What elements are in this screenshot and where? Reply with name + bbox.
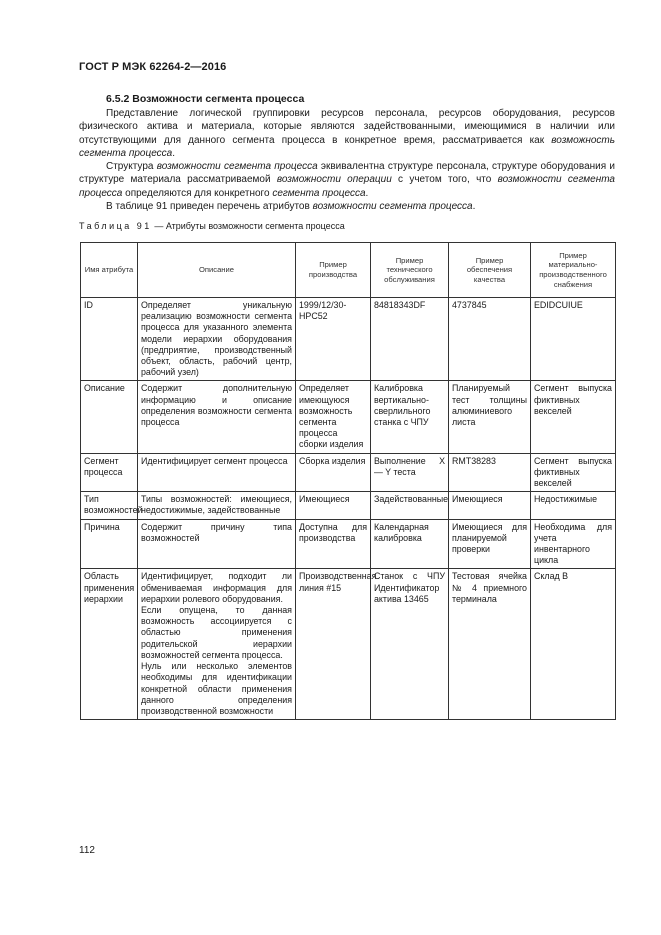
table-cell xyxy=(81,453,138,492)
table-cell xyxy=(296,453,371,492)
table-cell xyxy=(138,381,296,453)
table-cell xyxy=(371,381,449,453)
table-cell xyxy=(296,519,371,569)
table-cell xyxy=(138,492,296,519)
table-cell xyxy=(81,298,138,381)
cell-text: Тип возможностей xyxy=(84,494,143,516)
cell-text: Нуль или несколько элементов необходимы для идентификации конкретной области применения данного определения производственной возможности xyxy=(141,661,292,716)
attributes-table xyxy=(80,242,616,720)
table-row xyxy=(81,519,616,569)
table-cell xyxy=(449,453,531,492)
table-cell xyxy=(81,492,143,519)
table-row xyxy=(81,569,616,720)
column-header: Описание xyxy=(138,243,296,298)
cell-text: Имеющиеся для планируемой проверки xyxy=(452,521,527,555)
cell-text: Содержит дополнительную информацию и описание определения возможности сегмента процесса xyxy=(141,383,292,428)
table-cell xyxy=(531,519,616,569)
table-cell xyxy=(531,569,616,720)
body-text xyxy=(79,107,615,213)
table-cell xyxy=(296,381,371,453)
table-cell xyxy=(138,519,296,569)
table-cell xyxy=(138,453,296,492)
cell-text: Тестовая ячейка № 4 приемного терминала xyxy=(452,571,527,604)
cell-text: Идентифицирует, подходит ли обмениваемая информация для иерархии ролевого оборудования. xyxy=(141,571,292,604)
table-cell xyxy=(81,569,138,720)
paragraph-1: Представление логической группировки ресурсов персонала, ресурсов оборудования, ресурсов физического актива и материала, которые являются задействованными, имеющимися в наличии или отсутствующими для данного сегмента процесса в конкретное время, рассматривается как возможность сегмента процесса. xyxy=(79,108,615,159)
table-cell xyxy=(531,492,616,519)
table-row xyxy=(81,381,616,453)
paragraph-3: В таблице 91 приведен перечень атрибутов возможности сегмента процесса. xyxy=(106,201,476,213)
column-header: Пример технического обслуживания xyxy=(371,243,449,298)
cell-text: Калибровка вертикально-сверлильного станка с ЧПУ xyxy=(374,383,431,428)
cell-text: Если опущена, то данная возможность ассоциируется с областью применения родительской иерархии возможностей сегмента процесса. xyxy=(141,605,292,660)
cell-text: Календарная калибровка xyxy=(374,521,429,543)
section-heading: 6.5.2 Возможности сегмента процесса xyxy=(106,93,305,105)
column-header: Пример производства xyxy=(296,243,371,298)
page-number: 112 xyxy=(79,845,95,856)
table-cell xyxy=(296,569,377,720)
cell-text: Производственная линия #15 xyxy=(299,571,377,593)
table-cell xyxy=(81,381,138,453)
table-cell xyxy=(371,453,449,492)
table-cell xyxy=(81,519,138,569)
column-header: Имя атрибута xyxy=(81,243,138,298)
table-header-row xyxy=(81,243,616,298)
table-cell xyxy=(531,453,616,492)
table-cell xyxy=(371,519,449,569)
cell-text: Выполнение X — Y теста xyxy=(374,455,445,477)
cell-text: Сегмент выпуска фиктивных векселей xyxy=(534,455,612,489)
cell-text: Причина xyxy=(84,521,120,532)
table-cell xyxy=(531,298,616,381)
cell-text: Определяет уникальную реализацию возможности сегмента процесса для указанного элемента модели иерархии оборудования (предприятие, производственный объект, область, рабочий центр, рабочий узел) xyxy=(141,300,292,378)
cell-text: 1999/12/30-HPC52 xyxy=(299,300,347,322)
cell-text: Склад В xyxy=(534,571,569,582)
table-cell xyxy=(371,298,449,381)
table-cell xyxy=(371,492,449,519)
cell-text: Задействованные xyxy=(374,494,449,505)
cell-text: Станок с ЧПУ Идентификатор актива 13465 xyxy=(374,571,445,604)
cell-text: Имеющиеся xyxy=(299,494,350,505)
table-cell xyxy=(138,569,296,720)
table-row xyxy=(81,453,616,492)
cell-text: Сегмент выпуска фиктивных векселей xyxy=(534,383,612,416)
cell-text: 4737845 xyxy=(452,300,487,310)
table-cell xyxy=(371,569,449,720)
cell-text: Область применения иерархии xyxy=(84,571,135,604)
table-cell xyxy=(296,298,371,381)
table-row xyxy=(81,298,616,381)
cell-text: Сегмент процесса xyxy=(84,455,123,477)
table-cell xyxy=(449,569,531,720)
table-cell xyxy=(449,519,531,569)
cell-text: Необходима для учета инвентарного цикла xyxy=(534,521,612,566)
cell-text: Недостижимые xyxy=(534,494,598,505)
table-cell xyxy=(449,381,531,453)
table-row xyxy=(81,492,616,519)
table-cell xyxy=(296,492,371,519)
cell-text: Определяет имеющуюся возможность сегмента процесса сборки изделия xyxy=(299,383,364,450)
cell-text: Описание xyxy=(84,383,125,394)
cell-text: Содержит причину типа возможностей xyxy=(141,521,292,543)
cell-text: Типы возможностей: имеющиеся, недостижимые, задействованные xyxy=(141,494,292,516)
document-header: ГОСТ Р МЭК 62264-2—2016 xyxy=(79,61,227,73)
column-header: Пример обеспечения качества xyxy=(449,243,531,298)
cell-text: EDIDCUIUE xyxy=(534,300,583,310)
table-caption: Таблица 91 — Атрибуты возможности сегмента процесса xyxy=(79,221,345,231)
cell-text: Планируемый тест толщины алюминиевого листа xyxy=(452,383,527,428)
table-cell xyxy=(449,298,531,381)
paragraph-2: Структура возможности сегмента процесса эквивалентна структуре персонала, структуре оборудования и структуре материала рассматриваемой возможности операции с учетом того, что возможности сегмента процесса определяются для конкретного сегмента процесса. xyxy=(79,161,615,199)
cell-text: Доступна для производства xyxy=(299,521,367,543)
cell-text: ID xyxy=(84,300,93,310)
table-cell xyxy=(449,492,531,519)
table-cell xyxy=(138,298,296,381)
cell-text: 84818343DF xyxy=(374,300,426,310)
cell-text: Имеющиеся xyxy=(452,494,503,505)
cell-text: Идентифицирует сегмент процесса xyxy=(141,455,288,466)
column-header: Пример материально-производственного снабжения xyxy=(531,243,616,298)
table-cell xyxy=(531,381,616,453)
cell-text: Сборка изделия xyxy=(299,455,366,466)
cell-text: RMT38283 xyxy=(452,455,496,466)
